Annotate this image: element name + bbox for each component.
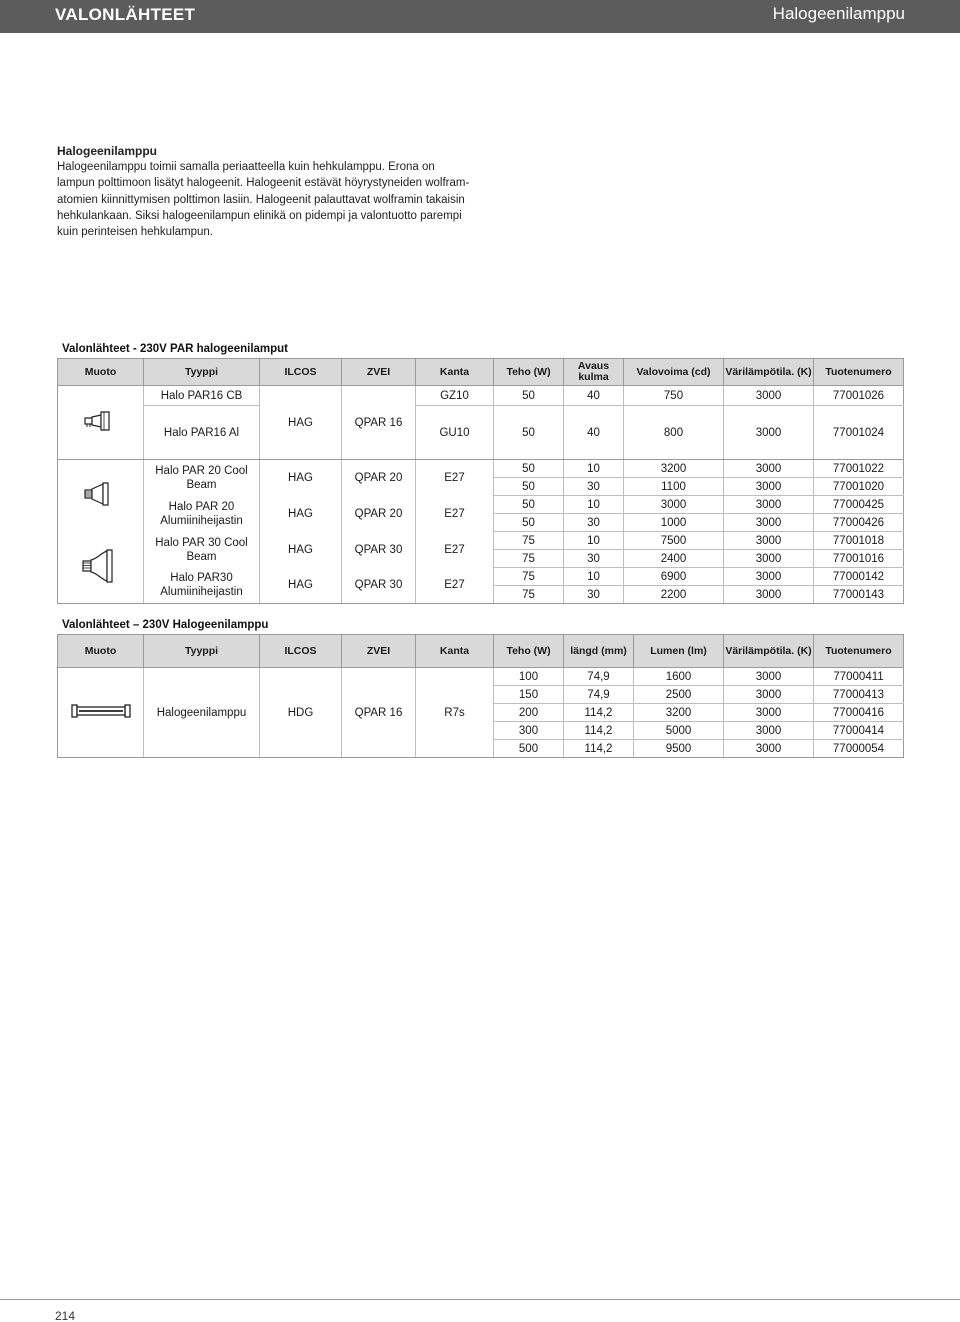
temp-cell: 3000 bbox=[724, 722, 814, 740]
intro-text bbox=[57, 143, 477, 240]
type-cell: Halo PAR16 CB bbox=[144, 386, 260, 406]
power-cell: 200 bbox=[494, 704, 564, 722]
col-tyyppi: Tyyppi bbox=[144, 359, 260, 386]
length-cell: 114,2 bbox=[564, 704, 634, 722]
col-muoto: Muoto bbox=[58, 359, 144, 386]
col-tyyppi: Tyyppi bbox=[144, 635, 260, 668]
code-cell: 77001022 bbox=[814, 460, 904, 478]
footer-divider bbox=[0, 1299, 960, 1300]
code-cell: 77001024 bbox=[814, 406, 904, 460]
temp-cell: 3000 bbox=[724, 386, 814, 406]
col-langd: längd (mm) bbox=[564, 635, 634, 668]
par30-lamp-cell bbox=[58, 532, 144, 604]
zvei-cell: QPAR 30 bbox=[342, 532, 416, 568]
col-avaus-kulma: Avaus kulma bbox=[564, 359, 624, 386]
temp-cell: 3000 bbox=[724, 460, 814, 478]
page-subject: Halogeenilamppu bbox=[772, 4, 905, 23]
code-cell: 77000413 bbox=[814, 686, 904, 704]
lumen-cell: 1600 bbox=[634, 668, 724, 686]
type-label: Halo PAR30 Alumiiniheijastin bbox=[160, 572, 243, 599]
temp-cell: 3000 bbox=[724, 586, 814, 604]
ilcos-cell: HDG bbox=[260, 668, 342, 758]
length-cell: 74,9 bbox=[564, 686, 634, 704]
ilcos-cell: HAG bbox=[260, 460, 342, 496]
col-kanta: Kanta bbox=[416, 635, 494, 668]
par20-lamp-icon bbox=[81, 481, 121, 507]
zvei-cell: QPAR 16 bbox=[342, 386, 416, 460]
par-lamps-table bbox=[57, 358, 904, 604]
intensity-cell: 3000 bbox=[624, 496, 724, 514]
power-cell: 75 bbox=[494, 550, 564, 568]
table-header-row bbox=[58, 359, 904, 386]
intensity-cell: 7500 bbox=[624, 532, 724, 550]
power-cell: 50 bbox=[494, 514, 564, 532]
table-row bbox=[58, 496, 904, 514]
zvei-cell: QPAR 20 bbox=[342, 496, 416, 532]
lumen-cell: 5000 bbox=[634, 722, 724, 740]
zvei-cell: QPAR 20 bbox=[342, 460, 416, 496]
angle-cell: 10 bbox=[564, 460, 624, 478]
col-zvei: ZVEI bbox=[342, 359, 416, 386]
col-ilcos: ILCOS bbox=[260, 635, 342, 668]
type-cell bbox=[144, 460, 260, 496]
code-cell: 77001016 bbox=[814, 550, 904, 568]
angle-cell: 30 bbox=[564, 514, 624, 532]
intensity-cell: 1000 bbox=[624, 514, 724, 532]
base-cell: GZ10 bbox=[416, 386, 494, 406]
intensity-cell: 6900 bbox=[624, 568, 724, 586]
zvei-cell: QPAR 16 bbox=[342, 668, 416, 758]
intensity-cell: 1100 bbox=[624, 478, 724, 496]
temp-cell: 3000 bbox=[724, 406, 814, 460]
lumen-cell: 9500 bbox=[634, 740, 724, 758]
temp-cell: 3000 bbox=[724, 550, 814, 568]
linear-lamp-cell bbox=[58, 668, 144, 758]
table2-title: Valonlähteet – 230V Halogeenilamppu bbox=[62, 619, 269, 631]
power-cell: 500 bbox=[494, 740, 564, 758]
table-row bbox=[58, 568, 904, 586]
code-cell: 77001020 bbox=[814, 478, 904, 496]
code-cell: 77000426 bbox=[814, 514, 904, 532]
lumen-cell: 2500 bbox=[634, 686, 724, 704]
temp-cell: 3000 bbox=[724, 496, 814, 514]
intensity-cell: 750 bbox=[624, 386, 724, 406]
table-row bbox=[58, 532, 904, 550]
type-cell: Halogeenilamppu bbox=[144, 668, 260, 758]
linear-halogen-lamp-icon bbox=[70, 701, 132, 721]
intro-line: atomien kiinnittymisen polttimon lasiin. Halogeenit palauttavat wolframin takaisin bbox=[57, 193, 465, 206]
base-cell: E27 bbox=[416, 460, 494, 496]
temp-cell: 3000 bbox=[724, 740, 814, 758]
code-cell: 77000414 bbox=[814, 722, 904, 740]
par16-lamp-icon bbox=[81, 409, 121, 433]
ilcos-cell: HAG bbox=[260, 496, 342, 532]
col-zvei: ZVEI bbox=[342, 635, 416, 668]
angle-cell: 10 bbox=[564, 532, 624, 550]
code-cell: 77000143 bbox=[814, 586, 904, 604]
table-row bbox=[58, 406, 904, 460]
page-header bbox=[0, 0, 960, 33]
intensity-cell: 2400 bbox=[624, 550, 724, 568]
par20-lamp-cell bbox=[58, 460, 144, 532]
length-cell: 114,2 bbox=[564, 740, 634, 758]
code-cell: 77000054 bbox=[814, 740, 904, 758]
lumen-cell: 3200 bbox=[634, 704, 724, 722]
table-header-row bbox=[58, 635, 904, 668]
base-cell: E27 bbox=[416, 532, 494, 568]
base-cell: GU10 bbox=[416, 406, 494, 460]
intensity-cell: 3200 bbox=[624, 460, 724, 478]
col-varilampotila: Värilämpötila. (K) bbox=[724, 635, 814, 668]
ilcos-cell: HAG bbox=[260, 568, 342, 604]
power-cell: 75 bbox=[494, 568, 564, 586]
power-cell: 50 bbox=[494, 478, 564, 496]
type-cell: Halo PAR16 Al bbox=[144, 406, 260, 460]
code-cell: 77000142 bbox=[814, 568, 904, 586]
par16-lamp-cell bbox=[58, 386, 144, 460]
base-cell: E27 bbox=[416, 568, 494, 604]
section-title: VALONLÄHTEET bbox=[55, 5, 196, 24]
intro-line: hehkulankaan. Siksi halogeenilampun elinikä on pidempi ja valontuotto parempi bbox=[57, 209, 462, 222]
angle-cell: 10 bbox=[564, 568, 624, 586]
length-cell: 114,2 bbox=[564, 722, 634, 740]
col-teho: Teho (W) bbox=[494, 359, 564, 386]
col-kanta: Kanta bbox=[416, 359, 494, 386]
page-number: 214 bbox=[55, 1309, 76, 1322]
halogen-lamps-table bbox=[57, 634, 904, 758]
power-cell: 150 bbox=[494, 686, 564, 704]
col-varilampotila: Värilämpötila. (K) bbox=[724, 359, 814, 386]
table1-title: Valonlähteet - 230V PAR halogeenilamput bbox=[62, 343, 289, 355]
power-cell: 100 bbox=[494, 668, 564, 686]
intro-heading: Halogeenilamppu bbox=[57, 144, 158, 158]
intro-line: Halogeenilamppu toimii samalla periaatteella kuin hehkulamppu. Erona on bbox=[57, 161, 435, 174]
power-cell: 75 bbox=[494, 586, 564, 604]
intensity-cell: 800 bbox=[624, 406, 724, 460]
zvei-cell: QPAR 30 bbox=[342, 568, 416, 604]
temp-cell: 3000 bbox=[724, 532, 814, 550]
code-cell: 77001026 bbox=[814, 386, 904, 406]
power-cell: 50 bbox=[494, 460, 564, 478]
col-tuotenumero: Tuotenumero bbox=[814, 635, 904, 668]
base-cell: E27 bbox=[416, 496, 494, 532]
angle-cell: 30 bbox=[564, 586, 624, 604]
temp-cell: 3000 bbox=[724, 478, 814, 496]
power-cell: 50 bbox=[494, 496, 564, 514]
type-cell bbox=[144, 496, 260, 532]
power-cell: 300 bbox=[494, 722, 564, 740]
temp-cell: 3000 bbox=[724, 704, 814, 722]
par30-lamp-icon bbox=[79, 549, 123, 583]
angle-cell: 40 bbox=[564, 406, 624, 460]
power-cell: 75 bbox=[494, 532, 564, 550]
power-cell: 50 bbox=[494, 386, 564, 406]
table-row bbox=[58, 668, 904, 686]
type-cell bbox=[144, 568, 260, 604]
col-muoto: Muoto bbox=[58, 635, 144, 668]
length-cell: 74,9 bbox=[564, 668, 634, 686]
code-cell: 77000425 bbox=[814, 496, 904, 514]
col-lumen: Lumen (lm) bbox=[634, 635, 724, 668]
code-cell: 77000411 bbox=[814, 668, 904, 686]
angle-cell: 10 bbox=[564, 496, 624, 514]
temp-cell: 3000 bbox=[724, 668, 814, 686]
type-label: Halo PAR 20 Cool Beam bbox=[155, 464, 248, 491]
ilcos-cell: HAG bbox=[260, 532, 342, 568]
code-cell: 77001018 bbox=[814, 532, 904, 550]
col-tuotenumero: Tuotenumero bbox=[814, 359, 904, 386]
angle-cell: 30 bbox=[564, 478, 624, 496]
intro-line: lampun polttimoon lisätyt halogeenit. Halogeenit estävät höyrystyneiden wolfram- bbox=[57, 177, 470, 190]
col-ilcos: ILCOS bbox=[260, 359, 342, 386]
type-cell bbox=[144, 532, 260, 568]
temp-cell: 3000 bbox=[724, 568, 814, 586]
base-cell: R7s bbox=[416, 668, 494, 758]
code-cell: 77000416 bbox=[814, 704, 904, 722]
intro-line: kuin perinteisen hehkulampun. bbox=[57, 226, 213, 239]
temp-cell: 3000 bbox=[724, 514, 814, 532]
table-row bbox=[58, 386, 904, 406]
ilcos-cell: HAG bbox=[260, 386, 342, 460]
table-row bbox=[58, 460, 904, 478]
angle-cell: 30 bbox=[564, 550, 624, 568]
col-valovoima: Valovoima (cd) bbox=[624, 359, 724, 386]
power-cell: 50 bbox=[494, 406, 564, 460]
intensity-cell: 2200 bbox=[624, 586, 724, 604]
temp-cell: 3000 bbox=[724, 686, 814, 704]
type-label: Halo PAR 30 Cool Beam bbox=[155, 536, 248, 563]
col-teho: Teho (W) bbox=[494, 635, 564, 668]
type-label: Halo PAR 20 Alumiiniheijastin bbox=[160, 500, 243, 527]
angle-cell: 40 bbox=[564, 386, 624, 406]
